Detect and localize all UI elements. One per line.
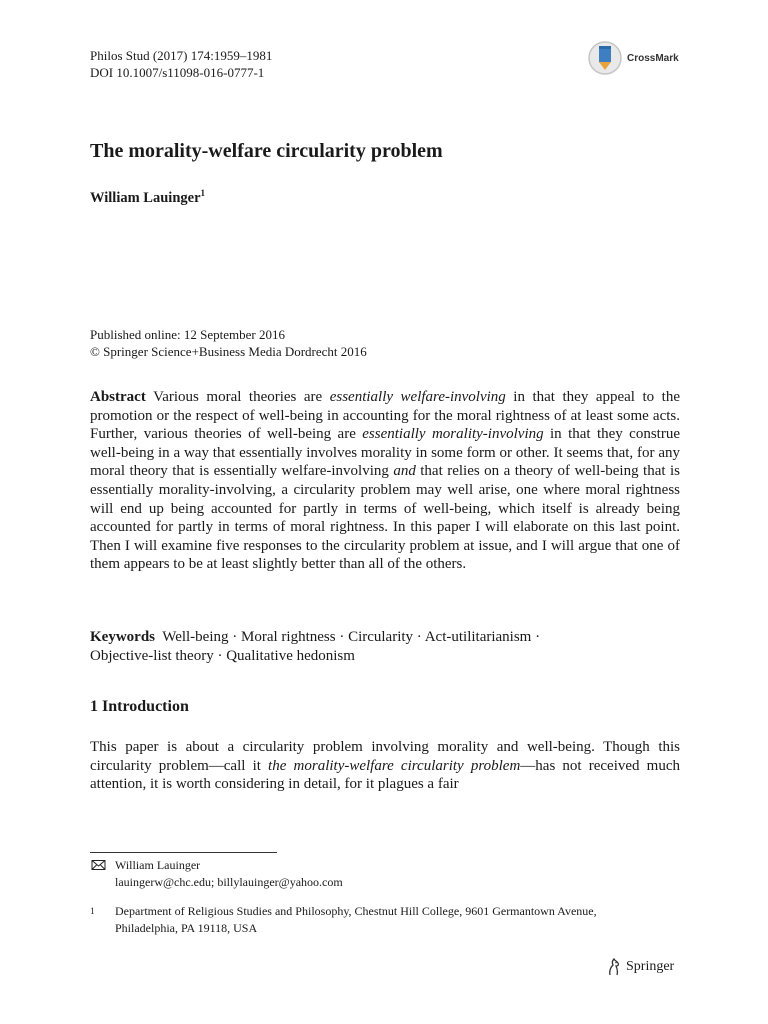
introduction-paragraph xyxy=(90,738,680,794)
keywords-label: Keywords xyxy=(90,629,155,645)
published-online-date: Published online: 12 September 2016 xyxy=(90,327,285,342)
springer-horse-icon xyxy=(606,958,622,976)
intro-text: —has not received much attention, it is worth considering in detail, for it plagues a fair xyxy=(90,757,681,793)
copyright-notice: © Springer Science+Business Media Dordrecht 2016 xyxy=(90,344,367,359)
abstract-emphasis: and xyxy=(393,463,416,480)
affiliation-number: 1 xyxy=(90,906,95,916)
journal-metadata xyxy=(90,47,272,81)
section-heading: 1 Introduction xyxy=(90,698,189,715)
intro-emphasis: the morality-welfare circularity problem xyxy=(268,757,521,774)
keywords-line: Well-being · Moral rightness · Circularity · Act-utilitarianism · xyxy=(162,629,541,645)
affiliation-text: Department of Religious Studies and Philosophy, Chestnut Hill College, 9601 Germantown Avenue, Philadelphia, PA 19118, USA xyxy=(115,904,597,935)
abstract-emphasis: essentially morality-involving xyxy=(362,426,544,443)
intro-text: This paper is about a circularity problem involving morality and well-being. Though this circularity problem—call it xyxy=(90,739,680,774)
contact-name: William Lauinger xyxy=(115,858,201,872)
publisher-name: Springer xyxy=(626,959,675,974)
abstract-label: Abstract xyxy=(90,389,146,405)
contact-emails[interactable]: lauingerw@chc.edu; billylauinger@yahoo.com xyxy=(115,875,343,889)
abstract-emphasis: essentially welfare-involving xyxy=(329,389,506,405)
abstract-text: Various moral theories are xyxy=(145,389,330,405)
journal-citation: Philos Stud (2017) 174:1959–1981 xyxy=(90,48,273,63)
abstract-text: in that they appeal to the promotion or the respect of well-being in accounting for the moral rightness of at least some acts. Further, various theories of well-being are xyxy=(90,389,680,443)
publisher-logo xyxy=(606,958,674,976)
crossmark-icon xyxy=(587,40,623,76)
doi[interactable]: DOI 10.1007/s11098-016-0777-1 xyxy=(90,65,265,80)
author-line xyxy=(90,188,205,207)
corresponding-author xyxy=(90,857,343,891)
article-title: The morality-welfare circularity problem xyxy=(90,140,443,162)
affiliation-footnote xyxy=(90,903,650,937)
keywords-line: Objective-list theory · Qualitative hedonism xyxy=(90,647,355,664)
footnote-divider xyxy=(90,852,277,853)
envelope-icon xyxy=(90,860,107,870)
abstract xyxy=(90,388,680,574)
author-name: William Lauinger xyxy=(90,189,201,206)
abstract-text: in that they construe well-being in a way that essentially involves morality in some form or other. It seems that, for any moral theory that is essentially welfare-involving xyxy=(90,426,680,480)
publication-info xyxy=(90,326,367,360)
crossmark-label: CrossMark xyxy=(627,52,679,64)
abstract-text: that relies on a theory of well-being that is essentially morality-involving, a circularity problem may well arise, one where moral rightness will end up being accounted for partly in terms of well-being, which itself is already being accounted for partly in terms of moral rightness. In this paper I will elaborate on this last point. Then I will examine five responses to the circularity problem at issue, and I will argue that one of them appears to be at least slightly better than all of the others. xyxy=(90,463,680,573)
crossmark-badge[interactable] xyxy=(587,40,679,76)
author-affiliation-marker: 1 xyxy=(200,188,206,198)
keywords xyxy=(90,628,680,665)
